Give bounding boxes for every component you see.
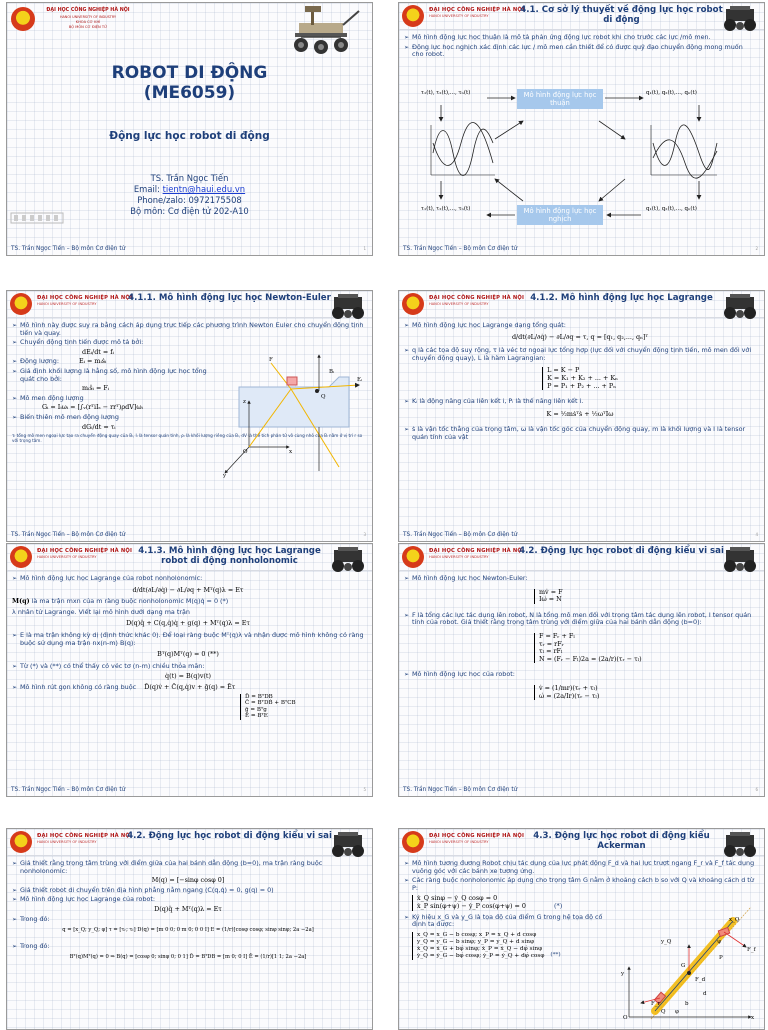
label-body: Bᵢ (329, 369, 335, 375)
university-logo-icon (402, 831, 424, 853)
rotational-eq: Iω̇ = N (539, 595, 562, 604)
constraint-tag: (*) (554, 901, 563, 910)
bullet-constant-mass: ➢ Giả định khối lượng là hằng số, mô hình động lực học tổng quát cho bởi: (12, 368, 220, 383)
email-link[interactable]: tientn@haui.edu.vn (162, 184, 246, 194)
equation-matrix-form: D(q)q̈ + C(q,q̇)q̇ + g(q) + Mᵀ(q)λ = Eτ (126, 619, 250, 628)
course-title: ROBOT DI ĐỘNG (111, 63, 268, 83)
bullet-generalized-coords: ➢ q là các tọa độ suy rộng, τ là véc tơ ngoại lực tổng hợp (lực đối với chuyển động tịnh tiến, mô men đối với chuyển động quay), L là hàm Lagrangian: (404, 347, 756, 362)
label-fd: F_d (695, 977, 706, 983)
equation-momentum: Eᵢ = mᵢṡᵢ (79, 357, 107, 366)
label-o: O (243, 449, 248, 455)
constraint-matrix-text: là ma trận mxn của m ràng buộc nonholonomic M(q)q̇ = 0 (*) (29, 597, 229, 606)
university-name: ĐẠI HỌC CÔNG NGHIỆP HÀ NỘI (37, 295, 133, 301)
slide-footer: TS. Trần Ngọc Tiến – Bộ môn Cơ điện tử (403, 532, 518, 538)
lagrange-multiplier-text: λ nhân tử Lagrange. Viết lại mô hình dưới dạng ma trận (12, 607, 190, 616)
label-psi: ψ (717, 939, 722, 945)
university-name-en: HANOI UNIVERSITY OF INDUSTRY (37, 840, 97, 844)
label-z: z (243, 399, 246, 405)
translational-eq: mv̇ = F (539, 587, 563, 596)
joint-input-label: q₁(t), q₂(t),..., qₙ(t) (646, 206, 697, 212)
reduced-g: ḡ = Bᵀg (245, 706, 267, 713)
author-phone: Phone/zalo: 0972175508 (137, 195, 242, 205)
label-force: F (269, 357, 273, 363)
label-e: Eᵢ (357, 377, 363, 383)
slide-title: 4.1. Cơ sở lý thuyết về động lực học robot di động (520, 5, 723, 25)
faculty-name: KHOA CƠ KHÍ (75, 20, 101, 24)
university-logo-icon (10, 293, 32, 315)
forward-model-box: Mô hình động lực học thuận (517, 89, 603, 109)
mobile-robot-icon (720, 831, 760, 859)
label-o: O (623, 1015, 628, 1021)
label-x: x (289, 449, 293, 455)
university-name-en: HANOI UNIVERSITY OF INDUSTRY (429, 302, 489, 306)
rigid-body-diagram (219, 347, 369, 497)
linear-accel-eq: v̇ = (1/mr)(τᵣ + τₗ) (539, 683, 598, 692)
slide-body (404, 322, 756, 444)
slide-5-nonholonomic (6, 543, 373, 797)
slide-title: 4.2. Động lực học robot di động kiểu vi sai (519, 546, 724, 556)
slide-footer: TS. Trần Ngọc Tiến – Bộ môn Cơ điện tử (11, 532, 126, 538)
bullet-equivalent-model: ➢ Mô hình tương đương Robot chịu tác dụng của lực phát động F_d và hai lực trượt ngang F_r và F_f tác dụng vuông góc với các bánh xe tương ứng. (404, 860, 756, 875)
momentum-label: Động lượng: (20, 357, 59, 366)
slide-title: 4.1.1. Mô hình động lực học Newton-Euler (128, 293, 331, 303)
slide-body (404, 575, 756, 706)
reduced-d: D̄ = BᵀDB (245, 693, 273, 700)
bullet-forward-dynamics: ➢ Mô hình động lực học thuận là mô tả phản ứng động lực robot khi cho trước các lực /mô men. (404, 34, 756, 42)
label-yq: y_Q (661, 939, 672, 945)
bullet-velocity-def: ➢ ṡ là vận tốc thẳng của trọng tâm, ω là vận tốc góc của chuyển động quay, m là khối lượng và I là tensor quán tính của vật (404, 426, 756, 441)
university-name: ĐẠI HỌC CÔNG NGHIỆP HÀ NỘI (429, 548, 525, 554)
equation-definitions-1: q = [x_Q; y_Q; φ] τ = [τᵣ; τₗ] D(q) = [m 0 0; 0 m 0; 0 0 I] E = (1/r)[cosφ cosφ; sinφ sinφ; 2a −2a] (62, 927, 314, 934)
mobile-robot-icon (328, 293, 368, 321)
wheel-force-system (404, 633, 756, 663)
author-name: TS. Trần Ngọc Tiến (150, 173, 229, 183)
slide-title: 4.1.2. Mô hình động lực học Lagrange (530, 293, 713, 303)
bullet-force-definition: ➢ F là tổng các lực tác dụng lên robot, N là tổng mô men đối với trọng tâm tác dụng lên robot, I tensor quán tính của robot. Giả thiết rằng trọng tâm trùng với điểm giữa của hai bánh dẫn động (b=0): (404, 612, 756, 627)
equation-lagrange: d/dt(∂L/∂q̇) − ∂L/∂q = τ, q = [q₁, q₂,..., qₙ]ᵀ (511, 332, 649, 341)
slide-body (12, 860, 364, 964)
moment-eq: N = (Fᵣ − Fₗ)2a = (2a/r)(τᵣ − τₗ) (539, 654, 642, 663)
mobile-robot-icon (328, 546, 368, 574)
label-x-axis: x (751, 1015, 755, 1021)
newton-euler-system (404, 589, 756, 604)
reduced-c: C̄ = BᵀDḂ + BᵀCB (245, 700, 296, 707)
constraint-front: ẋ_P sin(φ+ψ) − ẏ_P cos(φ+ψ) = 0 (417, 901, 526, 910)
bullet-translation: ➢ Chuyển động tịnh tiến được mô tả bởi: (12, 339, 364, 347)
robot-dynamics-system (404, 685, 756, 700)
bullet-remove-constraint: ➢ E là ma trận không kỳ dị (định thức khác 0). Để loại ràng buộc Mᵀ(q)λ và nhận được mô hình không có ràng buộc sử dụng ma trận nx(n-m) B(q): (12, 632, 364, 647)
slide-2-theory (398, 2, 765, 256)
slide-title: 4.2. Động lực học robot di động kiểu vi sai (127, 831, 332, 841)
page-number: 1 (363, 246, 366, 251)
equation-velocity-map: q̇(t) = B(q)v(t) (164, 672, 211, 681)
page-number: 6 (755, 787, 758, 792)
bullet-g-coordinates: ➢ Ký hiệu x_G và y_G là tọa độ của điểm G trong hệ tọa độ cố định ta được: (404, 914, 607, 929)
mobile-robot-icon (720, 546, 760, 574)
ackerman-diagram (611, 907, 761, 1027)
equation-newton: mᵢs̈ᵢ = Fᵢ (82, 384, 110, 393)
slide-footer: TS. Trần Ngọc Tiến – Bộ môn Cơ điện tử (11, 246, 126, 252)
reduced-model-label: Mô hình rút gọn không có ràng buộc (20, 682, 137, 691)
university-name: ĐẠI HỌC CÔNG NGHIỆP HÀ NỘI (37, 833, 133, 839)
bullet-nonholonomic-model: ➢ Mô hình động lực học Lagrange của robot nonholonomic: (12, 575, 364, 583)
film-strip-decoration (9, 209, 69, 229)
coord-line-4: ẏ_Q = ẏ_G − bφ̇ cosφ; ẏ_P = ẏ_Q + dφ̇ cosφ (417, 952, 545, 959)
university-name: ĐẠI HỌC CÔNG NGHIỆP HÀ NỘI (429, 833, 525, 839)
bullet-robot-dynamics: ➢ Mô hình động lực học của robot: (404, 671, 756, 679)
university-name: ĐẠI HỌC CÔNG NGHIỆP HÀ NỘI (46, 8, 130, 13)
slide-8-ackerman (398, 828, 765, 1030)
course-code: (ME6059) (143, 83, 236, 103)
bullet-center-assumption: ➢ Giả thiết rằng trọng tâm trùng với điểm giữa của hai bánh dẫn động (b=0), ma trận ràng buộc nonholonomic: (12, 860, 364, 875)
slide-header (399, 291, 764, 318)
label-d: d (703, 991, 707, 997)
coord-line-1: x_Q = x_G − b cosφ; x_P = x_Q + d cosφ (417, 931, 537, 938)
symbol-note: τᵢ tổng mô men ngoại lực tạo ra chuyển động quay của Bᵢ, Iᵢ là tensor quán tính, ρᵢ là khối lượng riêng của Bᵢ, dV là thể tích phân tử vô cùng nhỏ của Bᵢ nằm ở vị trí r so với trọng tâm. (12, 433, 363, 444)
author-email (7, 184, 372, 194)
coordinate-tag: (**) (550, 951, 561, 958)
label-ff: F_f (747, 947, 756, 953)
university-name: ĐẠI HỌC CÔNG NGHIỆP HÀ NỘI (37, 548, 133, 554)
equation-constrained-lagrange: d/dt(∂L/∂q̇) − ∂L/∂q + Mᵀ(q)λ = Eτ (132, 585, 244, 594)
slide-header (399, 544, 764, 571)
bullet-reduced-vector: ➢ Từ (*) và (**) có thể thấy có véc tơ (n-m) chiều thỏa mãn: (12, 663, 364, 671)
university-logo-icon (10, 831, 32, 853)
equation-constraint-matrix: M(q) = [−sinφ cosφ 0] (151, 876, 225, 885)
bullet-constraints: ➢ Các ràng buộc nonholonomic áp dụng cho trọng tâm G nằm ở khoảng cách b so với Q và khoảng cách d từ P: (404, 877, 756, 892)
bullet-angular-change: ➢ Biến thiên mô men động lượng (12, 414, 364, 422)
joint-output-label: q₁(t), q₂(t),..., qₙ(t) (646, 90, 697, 96)
slide-subtitle: Động lực học robot di động (109, 130, 270, 142)
department-name: BỘ MÔN CƠ ĐIỆN TỬ (68, 25, 108, 29)
constraint-rear: ẋ_Q sinφ − ẏ_Q cosφ = 0 (417, 894, 498, 903)
equation-definitions-2: Bᵀ(q)Mᵀ(q) = 0 ⇒ B(q) = [cosφ 0; sinφ 0; 0 1] D̄ = BᵀDB = [m 0; 0 I] Ē = (1/r)[1 1; 2a −2a] (69, 954, 307, 961)
equation-null-space: Bᵀ(q)Mᵀ(q) = 0 (**) (157, 650, 219, 659)
university-logo-icon (11, 7, 35, 31)
equation-angular-momentum: Gᵢ = Iᵢωᵢ = [∫ᵥ(rᵀiIₛ − rrᵀ)ρdV]ωᵢ (42, 403, 143, 412)
equation-kinetic-energy: K = ½mṡᵀṡ + ½ωᵀIω (546, 409, 614, 418)
slide-header (399, 829, 764, 856)
equation-force: dEᵢ/dt = fᵢ (82, 347, 114, 356)
slide-6-differential-drive (398, 543, 765, 797)
university-logo-icon (402, 293, 424, 315)
university-logo-icon (10, 546, 32, 568)
slide-header (7, 544, 372, 571)
coord-line-3: ẋ_Q = ẋ_G + bφ̇ sinφ; ẋ_P = ẋ_Q − dφ̇ sinφ (417, 945, 543, 952)
mars-rover-image (285, 3, 365, 65)
bullet-lagrange-general: ➢ Mô hình động lực học Lagrange dạng tổng quát: (404, 322, 756, 330)
university-name-en: HANOI UNIVERSITY OF INDUSTRY (37, 302, 97, 306)
dynamics-diagram (399, 3, 764, 255)
slide-footer: TS. Trần Ngọc Tiến – Bộ môn Cơ điện tử (403, 787, 518, 793)
label-phi: φ (675, 1009, 679, 1015)
potential-sum-line: P = P₁ + P₂ + ... + Pₙ (547, 381, 616, 390)
slide-header (7, 829, 372, 856)
bullet-energy-def: ➢ Kᵢ là động năng của liên kết i, Pᵢ là thế năng liên kết i. (404, 398, 756, 406)
coord-line-2: y_Q = y_G − b sinφ; y_P = y_Q + d sinφ (417, 938, 535, 945)
angular-accel-eq: ω̇ = (2a/Ir)(τᵣ − τₗ) (539, 691, 600, 700)
label-p: P (719, 955, 723, 961)
bullet-newton-euler: ➢ Mô hình động lực học Newton-Euler: (404, 575, 756, 583)
slide-title: 4.1.3. Mô hình động lực học Lagrange robot di động nonholonomic (138, 546, 321, 566)
slide-header (7, 291, 372, 318)
slide-footer: TS. Trần Ngọc Tiến – Bộ môn Cơ điện tử (403, 246, 518, 252)
slide-1-title (6, 2, 373, 256)
lagrangian-system (404, 367, 756, 390)
bullet-flat-terrain: ➢ Giả thiết robot di chuyển trên địa hình phẳng nằm ngang (C(q,q̇) = 0, g(q) = 0) (12, 887, 364, 895)
bullet-inverse-dynamics: ➢ Động lực học nghịch xác định các lực / mô men cần thiết để có được quỹ đạo chuyển động mong muốn cho robot. (404, 44, 756, 59)
page-number: 3 (363, 532, 366, 537)
label-b: b (685, 1001, 689, 1007)
inverse-model-box: Mô hình động lực học nghịch (517, 205, 603, 225)
university-name-en: HANOI UNIVERSITY OF INDUSTRY (37, 555, 97, 559)
university-name-en: HANOI UNIVERSITY OF INDUSTRY (429, 14, 489, 18)
bullet-intro: ➢ Mô hình này được suy ra bằng cách áp dụng trực tiếp các phương trình Newton Euler cho chuyển động tịnh tiến và quay. (12, 322, 364, 337)
label-fr: F_r (651, 1001, 661, 1007)
slide-body (12, 575, 364, 722)
torque-input-label: τ₁(t), τ₂(t),..., τₙ(t) (421, 90, 471, 96)
mobile-robot-icon (720, 293, 760, 321)
bullet-where-2: ➢ Trong đó: (12, 943, 364, 951)
university-name-en: HANOI UNIVERSITY OF INDUSTRY (59, 15, 117, 19)
bullet-where-1: ➢ Trong đó: (12, 916, 364, 924)
email-label: Email: (133, 184, 163, 194)
label-y: y (223, 473, 227, 479)
label-q: Q (321, 394, 326, 400)
constraint-matrix-symbol: M(q) (12, 597, 30, 606)
left-torque-eq: τₗ = rFₗ (539, 647, 563, 656)
slide-7-differential-lagrange (6, 828, 373, 1030)
reduced-e: Ē = BᵀE (245, 713, 268, 720)
total-force-eq: F = Fᵣ + Fₗ (539, 631, 575, 640)
page-number: 4 (755, 532, 758, 537)
university-name-en: HANOI UNIVERSITY OF INDUSTRY (429, 840, 489, 844)
university-logo-icon (402, 546, 424, 568)
slide-footer: TS. Trần Ngọc Tiến – Bộ môn Cơ điện tử (11, 787, 126, 793)
equation-robot-lagrange: D(q)q̈ + Mᵀ(q)λ = Eτ (154, 904, 222, 913)
equation-torque: dGᵢ/dt = τᵢ (82, 422, 116, 431)
slide-4-lagrange (398, 290, 765, 542)
label-y-axis: y (621, 971, 625, 977)
label-xq-axis: x_Q (729, 917, 740, 923)
university-name: ĐẠI HỌC CÔNG NGHIỆP HÀ NỘI (429, 295, 525, 301)
university-name-en: HANOI UNIVERSITY OF INDUSTRY (429, 555, 489, 559)
bullet-lagrange-robot: ➢ Mô hình động lực học Lagrange của robot: (12, 896, 364, 904)
label-g: G (681, 963, 686, 969)
torque-output-label: τ₁(t), τ₂(t),..., τₙ(t) (421, 206, 471, 212)
constraint-matrix-line (12, 598, 364, 606)
bullet-reduced-model (12, 684, 364, 692)
reduced-matrices (12, 694, 364, 720)
lagrangian-line: L = K − P (547, 366, 580, 375)
mobile-robot-icon (328, 831, 368, 859)
kinetic-sum-line: K = K₁ + K₂ + ... + Kₙ (547, 373, 618, 382)
page-number: 2 (755, 246, 758, 251)
label-q: Q (661, 1009, 666, 1015)
equation-reduced-model: D̄(q)v̇ + C̄(q,q̇)v + ḡ(q) = Ēτ (144, 682, 236, 691)
right-torque-eq: τᵣ = rFᵣ (539, 639, 564, 648)
author-department: Bộ môn: Cơ điện tử 202-A10 (130, 206, 249, 216)
page-number: 5 (363, 787, 366, 792)
bullet-angular-momentum: ➢ Mô men động lượng (12, 395, 364, 403)
slide-title: 4.3. Động lực học robot di động kiểu Ackerman (533, 831, 710, 851)
university-name: ĐẠI HỌC CÔNG NGHIỆP HÀ NỘI (429, 7, 525, 13)
slide-3-newton-euler (6, 290, 373, 542)
